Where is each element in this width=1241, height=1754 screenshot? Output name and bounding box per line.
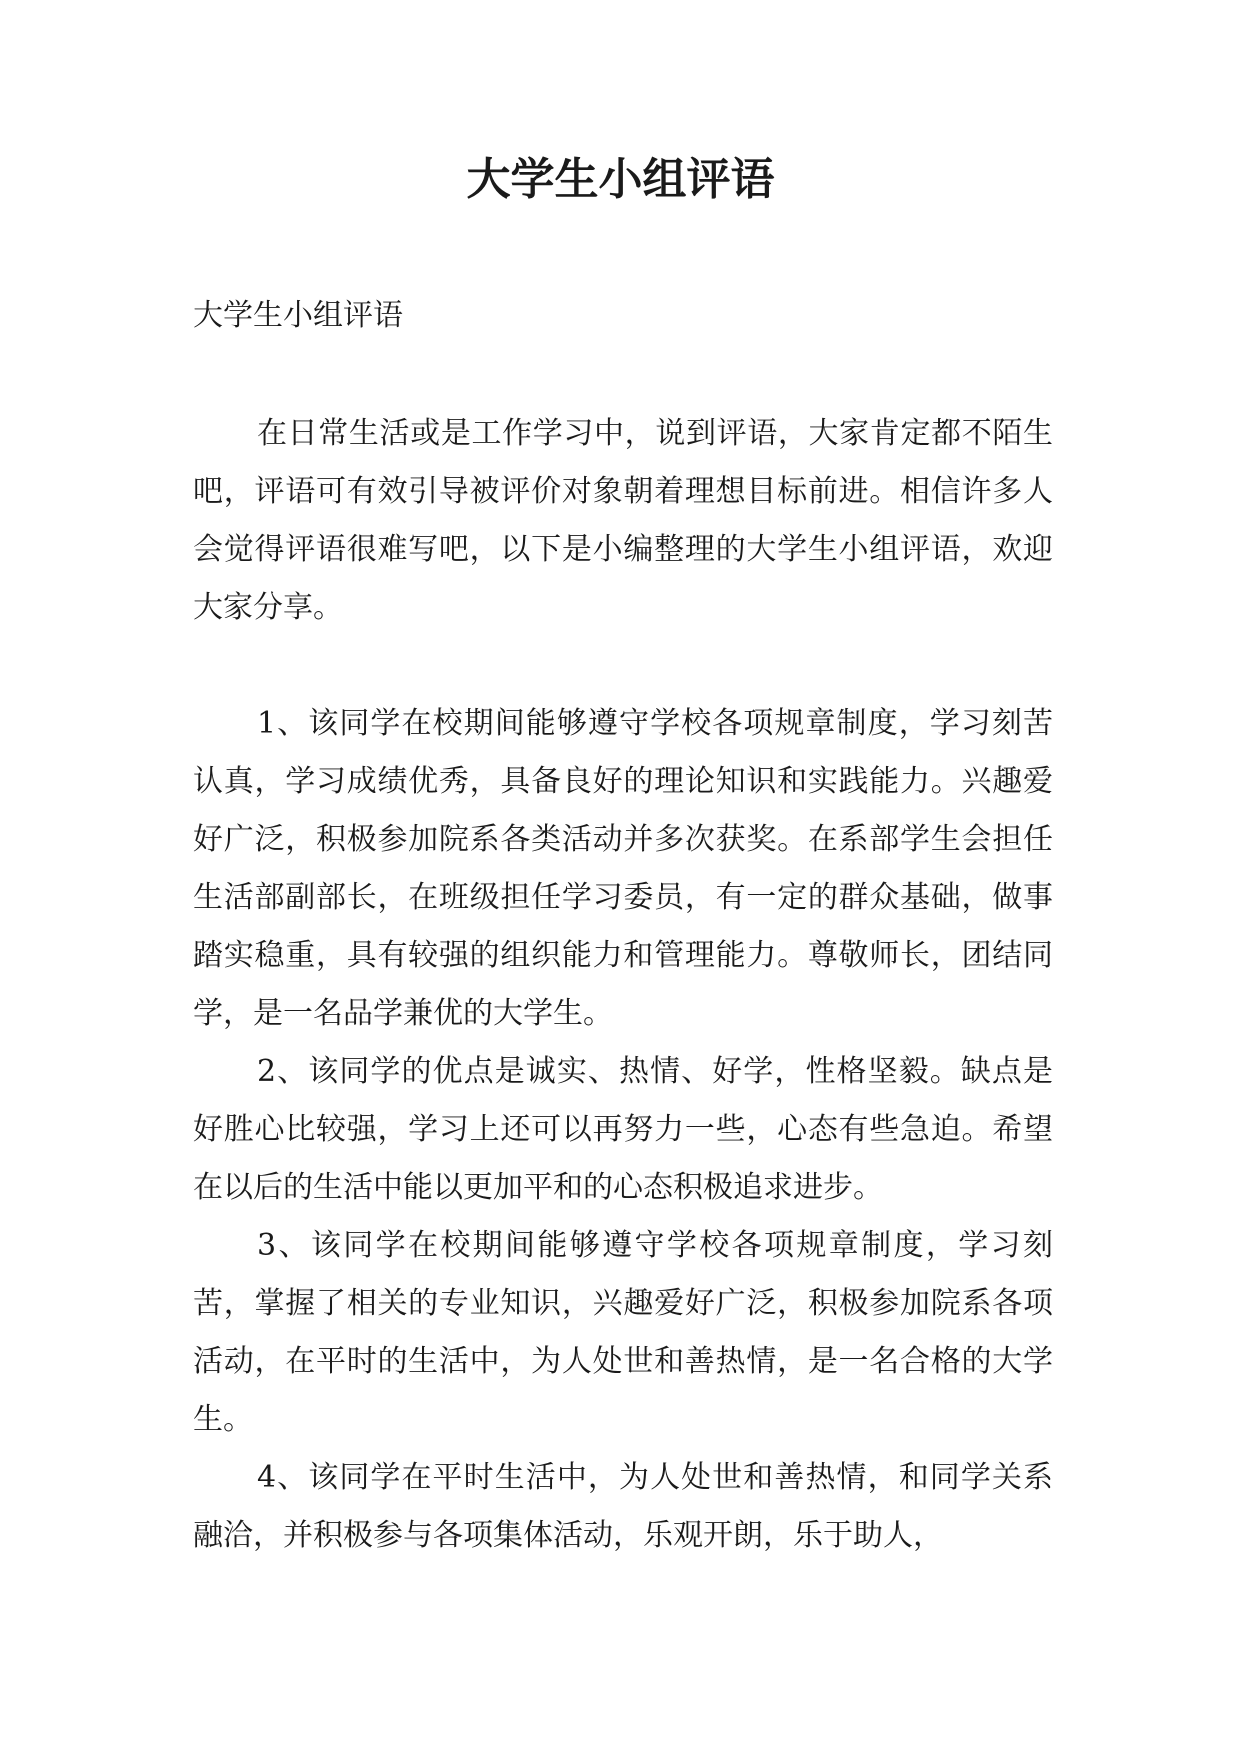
comment-list bbox=[193, 695, 1053, 1565]
document-title: 大学生小组评语 bbox=[466, 154, 775, 205]
comment-item-4: 4、该同学在平时生活中，为人处世和善热情，和同学关系融洽，并积极参与各项集体活动，乐观开朗，乐于助人， bbox=[193, 1460, 1053, 1553]
document-subtitle: 大学生小组评语 bbox=[193, 298, 403, 333]
comment-item-3: 3、该同学在校期间能够遵守学校各项规章制度，学习刻苦，掌握了相关的专业知识，兴趣爱好广泛，积极参加院系各项活动，在平时的生活中，为人处世和善热情，是一名合格的大学生。 bbox=[193, 1228, 1053, 1437]
comment-item-1: 1、该同学在校期间能够遵守学校各项规章制度，学习刻苦认真，学习成绩优秀，具备良好的理论知识和实践能力。兴趣爱好广泛，积极参加院系各类活动并多次获奖。在系部学生会担任生活部副部长，在班级担任学习委员，有一定的群众基础，做事踏实稳重，具有较强的组织能力和管理能力。尊敬师长，团结同学，是一名品学兼优的大学生。 bbox=[193, 706, 1053, 1031]
comment-item-2: 2、该同学的优点是诚实、热情、好学，性格坚毅。缺点是好胜心比较强，学习上还可以再努力一些，心态有些急迫。希望在以后的生活中能以更加平和的心态积极追求进步。 bbox=[193, 1054, 1053, 1205]
intro-paragraph: 在日常生活或是工作学习中，说到评语，大家肯定都不陌生吧，评语可有效引导被评价对象朝着理想目标前进。相信许多人会觉得评语很难写吧，以下是小编整理的大学生小组评语，欢迎大家分享。 bbox=[193, 416, 1053, 625]
